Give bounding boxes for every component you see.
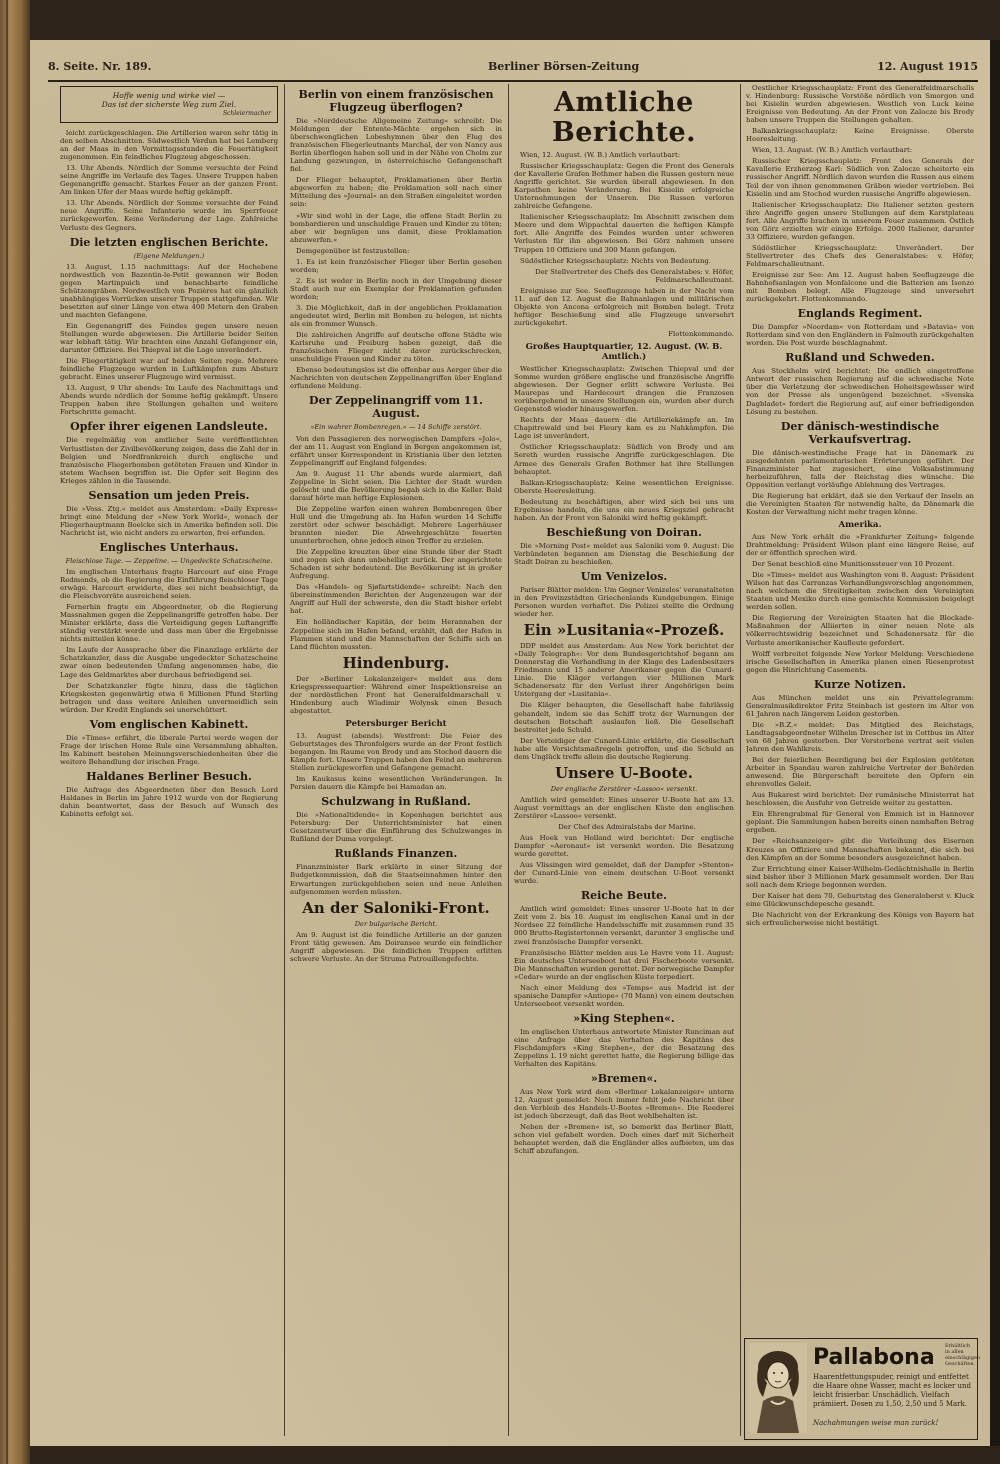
article-paragraph: Die Zeppeline kreuzten über eine Stunde über der Stadt und zogen sich dann unbehelligt zurück. Der angerichtete Schaden ist sehr bedeutend. Die Bevölkerung ist in großer Aufregung.: [290, 548, 502, 581]
article-paragraph: 2. Es ist weder in Berlin noch in der Umgebung dieser Stadt auch nur ein Exemplar der Proklamation gefunden worden;: [290, 276, 502, 301]
column-4: [746, 84, 974, 1332]
article-paragraph: Die Dampfer »Noordam« von Rotterdam und »Batavia« von Rotterdam sind von den Engländern in Falmouth zurückgehalten worden. Die Post wurde beschlagnahmt.: [746, 323, 974, 348]
article-paragraph: Nach einer Meldung des »Temps« aus Madrid ist der spanische Dampfer »Antiope« (70 Mann) von einem deutschen Unterseeboot versenkt worden.: [514, 983, 734, 1008]
article-paragraph: Italienischer Kriegsschauplatz: Die Italiener setzten gestern ihre Angriffe gegen unsere Stellungen auf dem Karstplateau fort. Alle Angriffe brachen in unserem Feuer zusammen. Östlich von Görz erzielten wir einige Erfolge. 2000 Italiener, darunter 33 Offiziere, wurden gefangen.: [746, 200, 974, 241]
article-paragraph: Die »Voss. Ztg.« meldet aus Amsterdam: »Daily Express« bringt eine Meldung der »New York World«, wonach der Fliegerhauptmann Boelcke sich in Amerika befinden soll. Die Nachricht ist, wie nicht anders zu erwarten, frei erfunden.: [60, 504, 278, 537]
article-paragraph: Ein Gegenangriff des Feindes gegen unsere neuen Stellungen wurde abgewiesen. Die Artillerie beider Seiten war lebhaft tätig. Wir brachten eine Anzahl Gefangener ein, darunter Offiziere. Bei Thiepval ist die Lage unverändert.: [60, 321, 278, 355]
article-paragraph: Bei der feierlichen Beerdigung bei der Explosion getöteten Arbeiter in Spandau waren zahlreiche Vertreter der Behörden anwesend. Die Bürgerschaft bereitete den Opfern ein ehrenvolles Geleit.: [746, 756, 974, 789]
article-paragraph: DDP meldet aus Amsterdam: Aus New York berichtet der »Daily Telegraph«: Vor dem Bundesgerichtshof begann am Donnerstag die Verhandlung in der Klage des Ladenbesitzers Friedmann und 15 anderer Amerikaner gegen die Cunard-Linie. Die Kläger verlangen vier Millionen Mark Schadenersatz für den Verlust ihrer Angehörigen beim Untergang der »Lusitania«.: [514, 642, 734, 699]
signature: Der Stellvertreter des Chefs des Generalstabes: v. Höfer, Feldmarschalleutnant.: [535, 267, 734, 284]
article-paragraph: Im Laufe der Aussprache über die Finanzlage erklärte der Schatzkanzler, dass die Ausgabe ungedeckter Schatzscheine zwar einen bedeutenden Umfang angenommen habe, die Lage des Geldmarktes aber durchaus befriedigend sei.: [60, 646, 278, 679]
ad-brand: Pallabona: [813, 1345, 935, 1370]
article-paragraph: Westlicher Kriegsschauplatz: Zwischen Thiepval und der Somme wurden größere englische und französische Angriffe abgewiesen. Der Gegner erlitt schwere Verluste. Bei Maurepas und Hardecourt drangen die Franzosen vorübergehend in unsere Stellungen ein, wurden aber durch Gegenstoß wieder hinausgeworfen.: [514, 364, 734, 414]
article-paragraph: Bedeutung zu beschäftigen, aber wird sich bei uns um Ergebnisse handeln, die uns ein neues Kriegsziel gebracht haben. An der Front von Saloniki wird heftig gekämpft.: [514, 497, 734, 522]
article-paragraph: Ein holländischer Kapitän, der beim Herannahen der Zeppeline sich im Hafen befand, erzählt, daß der Hafen in Flammen stand und die Mannschaften der Schiffe sich an Land flüchten mussten.: [290, 618, 502, 651]
article-paragraph: Die Nachricht von der Erkrankung des Königs von Bayern hat sich erfreulicherweise nicht bestätigt.: [746, 910, 974, 927]
subheadline: »Ein wahrer Bombenregen.« — 14 Schiffe zerstört.: [310, 423, 482, 432]
headline: Der dänisch-westindische Verkaufsvertrag.: [780, 419, 940, 446]
signature: Flottenkommando.: [668, 329, 734, 338]
headline: Vom englischen Kabinett.: [89, 717, 249, 731]
headline: Großes Hauptquartier, 12. August. (W. B. Amtlich.): [525, 341, 723, 362]
article-paragraph: Der Verteidiger der Cunard-Linie erklärte, die Gesellschaft habe alle Vorsichtsmaßregeln getroffen, und die Schuld an dem Unglück treffe allein die deutsche Regierung.: [514, 736, 734, 761]
subheadline: (Eigene Meldungen.): [133, 251, 205, 260]
headline: »King Stephen«.: [573, 1011, 675, 1025]
article-paragraph: Das »Handels- og Sjøfartstidende« schreibt: Nach den übereinstimmenden Berichten der Augenzeugen war der Angriff auf Hull der schwerste, den die Stadt bisher erlebt hat.: [290, 583, 502, 616]
headline: Beschießung von Doiran.: [546, 525, 702, 539]
article-paragraph: Aus Bukarest wird berichtet: Der rumänische Ministerrat hat beschlossen, die Ausfuhr von Getreide weiter zu gestatten.: [746, 791, 974, 808]
headline: Ein »Lusitania«-Prozeß.: [523, 621, 725, 640]
subheadline: Der bulgarische Bericht.: [354, 919, 438, 928]
article-paragraph: Am 9. August 11 Uhr abends wurde alarmiert, daß Zeppeline in Sicht seien. Die Lichter der Stadt wurden gelöscht und die Bevölkerung begab sich in die Keller. Bald darauf hörte man heftige Explosionen.: [290, 469, 502, 502]
article-paragraph: Italienischer Kriegsschauplatz: Im Abschnitt zwischen dem Meere und dem Wippachtal dauerten die heftigen Kämpfe fort. Alle Angriffe des Feindes wurden unter schweren Verlusten für ihn abgewiesen. Bei Görz nahmen unsere Truppen 10 Offiziere und 300 Mann gefangen.: [514, 213, 734, 254]
headline: Berlin von einem französischen Flugzeug überflogen?: [298, 88, 494, 114]
article-paragraph: Aus München meldet uns ein Privattelegramm: Generalmusikdirektor Fritz Steinbach ist gestern im Alter von 61 Jahren nach längerem Leiden gestorben.: [746, 693, 974, 718]
headline: Die letzten englischen Berichte.: [69, 235, 269, 249]
issue-date: 12. August 1915: [877, 60, 978, 73]
motto-author: Schleiermacher: [222, 110, 271, 117]
article-paragraph: Von den Passagieren des norwegischen Dampfers »Jolo«, der am 11. August von England in Bergen angekommen ist, erfährt unser Korrespondent in Kristiania über den letzten Zeppelinangriff auf England folgendes:: [290, 434, 502, 467]
subheadline: Der englische Zerstörer »Lassoo« versenkt.: [550, 784, 698, 793]
column-rule: [284, 84, 285, 1436]
woman-portrait-icon: [749, 1343, 807, 1433]
headline: Haldanes Berliner Besuch.: [86, 769, 252, 783]
headline: Um Venizelos.: [580, 569, 668, 583]
subheadline: Fleischlose Tage. — Zeppeline. — Ungedeckte Schatzscheine.: [65, 556, 273, 565]
article-paragraph: Die Fliegertätigkeit war auf beiden Seiten rege. Mehrere feindliche Flugzeuge wurden in Luftkämpfen zum Absturz gebracht. Eines unserer Flugzeuge wird vermisst.: [60, 357, 278, 382]
article-paragraph: Am 9. August ist die feindliche Artillerie an der ganzen Front tätig gewesen. Am Doiransee wurde ein feindlicher Angriff abgewiesen. Die feindlichen Truppen erlitten schwere Verluste. An der Struma Patrouillengefechte.: [290, 930, 502, 963]
ad-footer: Nachahmungen weise man zurück!: [813, 1419, 939, 1427]
article-paragraph: Die Regierung der Vereinigten Staaten hat die Blockade-Maßnahmen der Alliierten in einer neuen Note als völkerrechtswidrig bezeichnet und Schadenersatz für die Verluste amerikanischer Kaufleute gefordert.: [746, 614, 974, 647]
article-paragraph: Balkankriegsschauplatz: Keine Ereignisse. Oberste Heeresleitung.: [746, 127, 974, 144]
article-paragraph: Zur Errichtung einer Kaiser-Wilhelm-Gedächtnishalle in Berlin sind bisher über 3 Millionen Mark gesammelt worden. Der Bau soll nach dem Kriege begonnen werden.: [746, 864, 974, 889]
column-1: [60, 84, 278, 1436]
page-header: [48, 58, 978, 82]
article-paragraph: Wien, 13. August. (W. B.) Amtlich verlautbart:: [752, 146, 913, 155]
article-paragraph: Die Regierung hat erklärt, daß sie den Verkauf der Inseln an die Vereinigten Staaten für notwendig halte, da Dänemark die Kosten der Verwaltung nicht mehr tragen könne.: [746, 491, 974, 516]
pallabona-advertisement: [744, 1338, 981, 1440]
article-paragraph: Südöstlicher Kriegsschauplatz: Unverändert. Der Stellvertreter des Chefs des Generalstabes: v. Höfer, Feldmarschalleutnant.: [746, 243, 974, 268]
article-paragraph: Ereignisse zur See. Seeflugzeuge haben in der Nacht vom 11. auf den 12. August die Bahnanlagen und militärischen Objekte von Ancona erfolgreich mit Bomben belegt. Trotz heftiger Beschießung sind alle Flugzeuge unversehrt zurückgekehrt.: [514, 286, 734, 327]
section-title: Amtliche Berichte.: [551, 87, 697, 148]
headline: Hindenburg.: [342, 653, 450, 672]
article-paragraph: Im Kaukasus keine wesentlichen Veränderungen. In Persien dauern die Kämpfe bei Hamadan an.: [290, 775, 502, 792]
headline: Englisches Unterhaus.: [99, 540, 239, 554]
article-paragraph: Die »Morning Post« meldet aus Saloniki vom 9. August: Die Verbündeten begannen am Dienstag die Beschießung der Stadt Doiran zu beschießen.: [514, 541, 734, 566]
article-paragraph: Die »Times« meldet aus Washington vom 8. August: Präsident Wilson hat das Carranzas Verhandlungsvorschlag angenommen, nach welchem die Streitigkeiten zwischen den Vereinigten Staaten und Mexiko durch eine gemischte Kommission beigelegt werden sollen.: [746, 571, 974, 612]
headline: Schulzwang in Rußland.: [321, 795, 471, 809]
article-paragraph: 13. Uhr Abends. Nördlich der Somme versuchte der Feind seine Angriffe im Verlaufe des Tages. Unsere Truppen haben Gegenangriffe gemacht. Starkes Feuer an der ganzen Front. Am linken Ufer der Maas wurde heftig gekämpft.: [60, 164, 278, 197]
headline: Petersburger Bericht: [345, 718, 447, 729]
article-paragraph: Wien, 12. August. (W. B.) Amtlich verlautbart:: [520, 151, 681, 159]
article-paragraph: leicht zurückgeschlagen. Die Artillerien waren sehr tätig in den selben Abschnitten. Südwestlich Verdun hat bei Lemberg an der Maas in den Vormittagsstunden die Feuertätigkeit zugenommen. Ein feindliches Flugzeug abgeschossen.: [60, 129, 278, 162]
headline: Kurze Notizen.: [814, 677, 906, 691]
masthead: Berliner Börsen-Zeitung: [488, 60, 640, 73]
motto-line: Das ist der sicherste Weg zum Ziel.: [101, 100, 237, 109]
article-paragraph: Der Kaiser hat dem 70. Geburtstag des Generaloberst v. Kluck eine Glückwunschdepesche gesandt.: [746, 891, 974, 908]
article-paragraph: Amtlich wird gemeldet: Eines unserer U-Boote hat in der Zeit vom 2. bis 10. August im englischen Kanal und in der Nordsee 22 feindliche Handelsschiffe mit zusammen rund 35 000 Brutto-Registertonnen versenkt, darunter 3 englische und zwei französische Dampfer versenkt.: [514, 905, 734, 946]
article-paragraph: 13. August, 1.15 nachmittags: Auf der Hochebene nordwestlich von Bazentin-le-Petit gewannen wir Boden gegen Martinpuich und benachbarte feindliche Schützengräben. Nordwestlich von Pozières hat ein gänzlich unabhängiges Vorrücken unserer Truppen stattgefunden. Wir besetzten auf einer Länge von etwa 400 Metern den Graben und machten Gefangene.: [60, 262, 278, 319]
headline: Englands Regiment.: [797, 307, 923, 321]
article-paragraph: 13. Uhr Abends. Nördlich der Somme versuchte der Feind neue Angriffe. Seine Infanterie wurde im Sperrfeuer zurückgeworfen. Keine Veränderung der Lage. Zahlreiche Verluste des Gegners.: [60, 199, 278, 232]
article-paragraph: 13. August, 9 Uhr abends: Im Laufe des Nachmittags und Abends wurde nördlich der Somme heftig gekämpft. Unsere Truppen haben ihre Stellungen gehalten und weitere Fortschritte gemacht.: [60, 384, 278, 417]
headline: Rußland und Schweden.: [785, 351, 935, 365]
article-paragraph: Im englischen Unterhaus fragte Harcourt auf eine Frage Redmonds, ob die Regierung die Einführung fleischloser Tage erwäge. Harcourt erwiderte, dies sei nicht beabsichtigt, da die Fleischvorräte ausreichend seien.: [60, 567, 278, 601]
article-paragraph: Die dänisch-westindische Frage hat in Dänemark zu ausgedehnten parlamentarischen Erörterungen geführt. Der Finanzminister hat zugesichert, eine Volksabstimmung herbeizuführen, falls der Reichstag dies wünsche. Die Opposition verlangt vorläufige Ablehnung des Vertrages.: [746, 448, 974, 489]
headline: Amerika.: [838, 519, 882, 530]
article-paragraph: Neben der »Bremen« ist, so bemerkt das Berliner Blatt, schon viel gefabelt worden. Doch eines darf mit Sicherheit behauptet werden, daß die Engländer alles aufbieten, um das Schiff abzufangen.: [514, 1123, 734, 1156]
article-paragraph: Rechts der Maas dauern die Artilleriekämpfe an. Im Chapitrewald und bei Fleury kam es zu Nahkämpfen. Die Lage ist unverändert.: [514, 416, 734, 441]
article-paragraph: Östlicher Kriegsschauplatz: Südlich von Brody und am Sereth wurden russische Angriffe zurückgeschlagen. Die Armee des Generals Grafen Bothmer hat ihre Stellungen behauptet.: [514, 443, 734, 476]
article-paragraph: Ereignisse zur See: Am 12. August haben Seeflugzeuge die Bahnhofsanlagen von Monfalcone und die Batterien am Isonzo mit Bomben belegt. Alle Flugzeuge sind unversehrt zurückgekehrt. Flottenkommando.: [746, 270, 974, 304]
article-paragraph: Die »B.Z.« meldet: Das Mitglied des Reichstags, Landtagsabgeordneter Wilhelm Drescher ist in Cottbus im Alter von 68 Jahren gestorben. Der Verstorbene vertrat seit vielen Jahren den Wahlkreis.: [746, 720, 974, 753]
article-paragraph: Der »Reichsanzeiger« gibt die Verleihung des Eisernen Kreuzes an Offiziere und Mannschaften bekannt, die sich bei den Kämpfen an der Somme besonders ausgezeichnet haben.: [746, 837, 974, 862]
headline: Rußlands Finanzen.: [334, 847, 458, 861]
article-paragraph: Aus Vlissingen wird gemeldet, daß der Dampfer »Stenton« der Cunard-Linie von einem deutschen U-Boot versenkt wurde.: [514, 861, 734, 886]
headline: Unsere U-Boote.: [554, 763, 694, 782]
headline: Sensation um jeden Preis.: [88, 488, 250, 502]
motto-line: Hoffe wenig und wirke viel —: [112, 91, 226, 100]
article-paragraph: Die »Times« erfährt, die liberale Partei werde wegen der Frage der irischen Home Rule eine Versammlung abhalten. Im Kabinett bestehen Meinungsverschiedenheiten über die weitere Behandlung der irischen Frage.: [60, 733, 278, 766]
article-paragraph: Aus New York wird dem »Berliner Lokalanzeiger« unterm 12. August gemeldet: Noch immer fehlt jede Nachricht über den Verbleib des Handels-U-Bootes »Bremen«. Die Reederei ist jedoch überzeugt, daß das Boot wohlbehalten ist.: [514, 1088, 734, 1121]
article-paragraph: Im englischen Unterhaus antwortete Minister Runciman auf eine Anfrage über das Verhalten des Kapitäns des Fischdampfers »King Stephen«, der die Besatzung des Zeppelins L 19 nicht gerettet hatte, die Regierung billige das Verhalten des Kapitäns.: [514, 1027, 734, 1069]
article-paragraph: 3. Die Möglichkeit, daß in der angeblichen Proklamation angedeutet wird, Berlin mit Bomben zu belegen, ist nichts als ein frommer Wunsch.: [290, 303, 502, 329]
article-paragraph: Russischer Kriegsschauplatz: Gegen die Front des Generals der Kavallerie Grafen Bothmer haben die Russen gestern neue Angriffe gerichtet. Sie wurden überall abgewiesen. In den Karpathen keine Veränderung. Bei Kisielin erfolgreiche Unternehmungen der Unseren. Die Russen verloren zahlreiche Gefangene.: [514, 162, 734, 211]
article-paragraph: Russischer Kriegsschauplatz: Front des Generals der Kavallerie Erzherzog Karl: Südlich von Zalocze scheiterte ein russischer Angriff. Nördlich davon wurden die Russen aus einem Teil der von ihnen genommenen Gräben wieder vertrieben. Bei Kisielin und am Stochod wurden russische Angriffe abgewiesen.: [746, 157, 974, 198]
signature: Der Chef des Admiralstabs der Marine.: [558, 823, 696, 831]
article-paragraph: Französische Blätter melden aus Le Havre vom 11. August: Ein deutsches Unterseeboot hat drei Fischerboote versenkt. Die Mannschaften wurden gerettet. Der norwegische Dampfer »Cedar« wurde an der englischen Küste torpediert.: [514, 948, 734, 981]
article-paragraph: 13. August (abends). Westfront: Die Feier des Geburtstages des Thronfolgers wurde an der Front festlich begangen. Im Raume von Brody und am Stochod dauern die Kämpfe fort. Unsere Truppen haben den Feind an mehreren Stellen zurückgeworfen und Gefangene gemacht.: [290, 731, 502, 773]
article-paragraph: Aus New York erhält die »Frankfurter Zeitung« folgende Drahtmeldung: Präsident Wilson plant eine längere Reise, auf der er öffentlich sprechen wird.: [746, 532, 974, 558]
article-paragraph: Pariser Blätter melden: Um Gegner Venizelos' veranstalteten in den Provinzstädten Griechenlands Kundgebungen. Einige Personen wurden verhaftet. Die Polizei stellte die Ordnung wieder her.: [514, 585, 734, 619]
article-paragraph: Ebenso bedeutungslos ist die offenbar aus Aerger über die Nachrichten von deutschen Zeppelinangriffen über England erfundene Meldung.: [290, 366, 502, 391]
article-paragraph: Balkan-Kriegsschauplatz: Keine wesentlichen Ereignisse. Oberste Heeresleitung.: [514, 478, 734, 495]
headline: Opfer ihrer eigenen Landsleute.: [70, 420, 268, 434]
article-paragraph: Die Anfrage des Abgeordneten über den Besuch Lord Haldanes in Berlin im Jahre 1912 wurde von der Regierung dahin beantwortet, dass der Besuch auf Wunsch des Kabinetts erfolgt sei.: [60, 785, 278, 819]
article-paragraph: Der Flieger behauptet, Proklamationen über Berlin abgeworfen zu haben; die Proklamation soll nach einer Mitteilung des »Journal« an den Straßen eingeleitet worden sein:: [290, 176, 502, 209]
article-paragraph: Fernerhin fragte ein Abgeordneter, ob die Regierung Massnahmen gegen die Zeppelinangriffe getroffen habe. Der Minister erklärte, dass die Verteidigung gegen Luftangriffe ständig verstärkt werde und dass man über die Ergebnisse nichts mitteilen könne.: [60, 603, 278, 644]
book-binding: [0, 0, 30, 1464]
headline: »Bremen«.: [590, 1072, 658, 1086]
page-edge: [990, 40, 1000, 1446]
article-paragraph: Südöstlicher Kriegsschauplatz: Nichts von Bedeutung.: [520, 256, 711, 265]
article-paragraph: Demgegenüber ist festzustellen:: [296, 246, 410, 255]
article-paragraph: Aus Stockholm wird berichtet: Die endlich eingetroffene Antwort der russischen Regierung auf die schwedische Note über die Verletzung der schwedischen Hoheitsgewässer wird von der Presse als ungenügend bezeichnet. »Svenska Dagbladet« fordert die Regierung auf, auf einer befriedigenden Lösung zu bestehen.: [746, 367, 974, 416]
article-paragraph: Die »Norddeutsche Allgemeine Zeitung« schreibt: Die Meldungen der Entente-Mächte ergehen sich in überschwenglichen Lobeshymnen über den Flug des französischen Fliegerleutnants Marchal, der von Nancy aus Berlin überflogen haben soll und in der Nähe von Cholm zur Landung gezwungen, in österreichische Gefangenschaft fiel.: [290, 117, 502, 174]
column-rule: [508, 84, 509, 1436]
article-paragraph: Aus Hoek van Holland wird berichtet: Der englische Dampfer »Aeronaut« ist versenkt worden. Die Besatzung wurde gerettet.: [514, 834, 734, 859]
article-paragraph: Die »Nationaltidende« in Kopenhagen berichtet aus Petersburg: Der Unterrichtsminister hat einen Gesetzentwurf über die Einführung des Schulzwanges in Rußland der Duma vorgelegt.: [290, 811, 502, 844]
article-paragraph: Der Senat beschloß eine Munitionssteuer von 10 Prozent.: [752, 560, 955, 569]
article-paragraph: Amtlich wird gemeldet: Eines unserer U-Boote hat am 13. August vormittags an der englischen Küste den englischen Zerstörer »Lassoo« versenkt.: [514, 795, 734, 820]
column-rule: [740, 84, 741, 1436]
ad-text: Haarentfettungspuder, reinigt und entfettet die Haare ohne Wasser, macht es locker und leicht frisierbar. Unschädlich. Vielfach prämiiert. Dosen zu 1,50, 2,50 und 5 Mark.: [813, 1373, 972, 1408]
article-paragraph: Die Zeppeline warfen einen wahren Bombenregen über Hull und die Umgebung ab. Im Hafen wurden 14 Schiffe zerstört oder schwer beschädigt. Mehrere Lagerhäuser brannten nieder. Die Abwehrgeschütze feuerten ununterbrochen, ohne jedoch einen Treffer zu erzielen.: [290, 504, 502, 546]
article-paragraph: Die zahlreichen Angriffe auf deutsche offene Städte wie Karlsruhe und Freiburg haben gezeigt, daß die französischen Flieger nicht davor zurückschrecken, unschuldige Frauen und Kinder zu töten.: [290, 331, 502, 364]
article-paragraph: Der »Berliner Lokalanzeiger« meldet aus dem Kriegspressequartier: Während einer Inspektionsreise an der nordöstlichen Front hat Generalfeldmarschall v. Hindenburg auch Wladimir Wolynsk einen Besuch abgestattet.: [290, 674, 502, 715]
motto-box: [60, 86, 278, 123]
article-paragraph: Ein Ehrengrabmal für General von Emmich ist in Hannover geplant. Die Sammlungen haben bereits einen namhaften Betrag ergeben.: [746, 810, 974, 835]
column-3: [514, 84, 734, 1436]
article-paragraph: Wolff verbreitet folgende New Yorker Meldung: Verschiedene irische Gesellschaften in Amerika planen einen Riesenprotest gegen die Hinrichtung Casements.: [746, 649, 974, 674]
headline: An der Saloniki-Front.: [302, 898, 490, 917]
article-paragraph: Der Schatzkanzler fügte hinzu, dass die täglichen Kriegskosten gegenwärtig etwa 6 Millionen Pfund Sterling betragen und dass weitere Anleihen unvermeidlich sein würden. Der Kredit Englands sei unerschüttert.: [60, 681, 278, 714]
article-paragraph: »Wir sind wohl in der Lage, die offene Stadt Berlin zu bombardieren und unschuldige Frauen und Kinder zu töten; aber wir begnügen uns damit, diese Proklamation abzuwerfen.«: [290, 211, 502, 244]
article-paragraph: Die regelmäßig von amtlicher Seite veröffentlichten Verlustlisten der Zivilbevölkerung zeigen, dass die Zahl der in Belgien und Nordfrankreich durch englische und französische Fliegerbomben getöteten Frauen und Kinder in stetem Wachsen begriffen ist. Die Opfer seit Beginn des Krieges zählen in die Tausende.: [60, 436, 278, 485]
article-paragraph: Oestlicher Kriegsschauplatz: Front des Generalfeldmarschalls v. Hindenburg: Russische Vorstöße nördlich von Smorgon und bei Kisielin wurden abgewiesen. Westlich von Luck keine Ereignisse von Bedeutung. An der Front von Zalocze bis Brody haben unsere Truppen die Stellungen gehalten.: [746, 84, 974, 125]
column-2: [290, 84, 502, 1436]
headline: Der Zeppelinangriff vom 11. August.: [309, 394, 483, 421]
ad-side-note: Erhältlich in allen einschlägigen Geschäften.: [945, 1343, 981, 1367]
headline: Reiche Beute.: [580, 889, 668, 903]
article-paragraph: 1. Es ist kein französischer Flieger über Berlin gesehen worden;: [290, 257, 502, 274]
page-number: 8. Seite. Nr. 189.: [48, 60, 152, 73]
article-paragraph: Finanzminister Bark erklärte in einer Sitzung der Budgetkommission, daß die Staatseinnahmen hinter den Erwartungen zurückgeblieben seien und neue Anleihen aufgenommen werden müssten.: [290, 863, 502, 896]
article-paragraph: Die Kläger behaupten, die Gesellschaft habe fahrlässig gehandelt, indem sie das Schiff trotz der Warnungen der deutschen Botschaft auslaufen ließ. Die Gesellschaft bestreitet jede Schuld.: [514, 701, 734, 734]
